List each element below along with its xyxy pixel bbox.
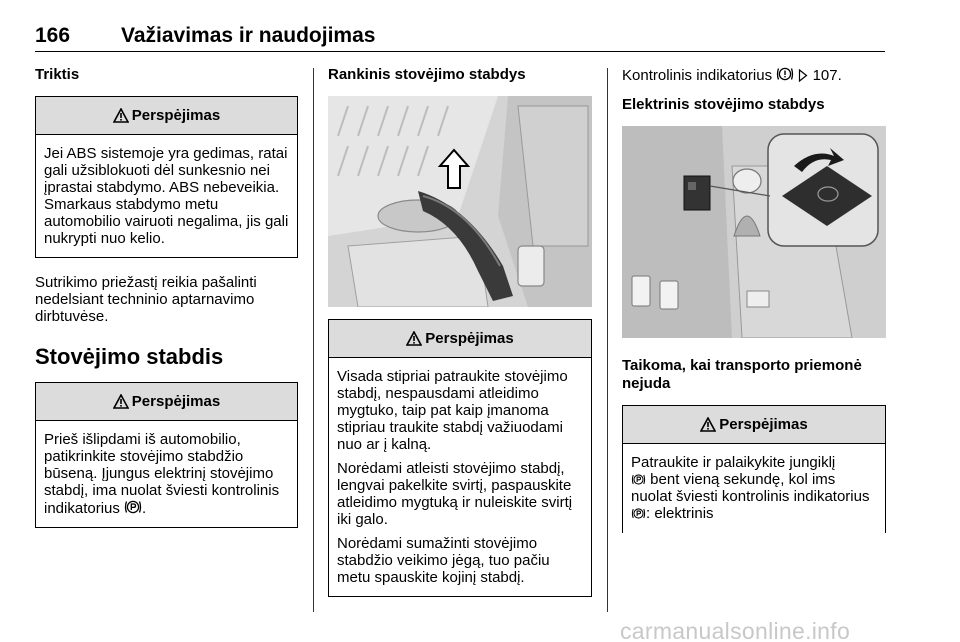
warning-text-end: . xyxy=(142,500,147,517)
page-reference-arrow-icon xyxy=(798,69,808,82)
warning-title: Perspėjimas xyxy=(425,330,514,347)
heading-triktis: Triktis xyxy=(35,66,80,83)
warning-text: Jei ABS sistemoje yra gedimas, ratai gali užsiblokuoti dėl sunkesnio nei įprastai stabdymo. ABS nebeveikia. Smarkaus stabdymo metu automobilio vairuoti negalima, jis gali nukrypti nuo kelio. xyxy=(44,145,289,247)
warning-triangle-icon xyxy=(406,331,422,346)
warning-paragraph-1: Visada stipriai patraukite stovėjimo stabdį, nespausdami atleidimo mygtuko, taip pat kaip įmanoma stipriau traukite stabdį važiuodami nuo ar į kalną. xyxy=(337,368,568,453)
warning-text xyxy=(329,358,591,596)
parking-brake-indicator-icon xyxy=(631,507,646,520)
warning-header xyxy=(623,406,885,444)
page-number: 166 xyxy=(35,24,71,47)
warning-text-line1: Patraukite ir palaikykite jungiklį xyxy=(631,454,836,471)
heading-rankinis: Rankinis stovėjimo stabdys xyxy=(328,66,526,83)
column-divider xyxy=(607,68,608,612)
warning-header xyxy=(329,320,591,358)
warning-title: Perspėjimas xyxy=(131,107,221,124)
brake-warning-indicator-icon xyxy=(776,66,794,82)
warning-triangle-icon xyxy=(700,417,716,432)
column-divider xyxy=(313,68,314,612)
column-2 xyxy=(328,66,592,597)
page-title: Važiavimas ir naudojimas xyxy=(121,24,376,47)
warning-triangle-icon xyxy=(113,108,129,123)
heading-elektrinis: Elektrinis stovėjimo stabdys xyxy=(622,96,825,113)
column-3 xyxy=(622,66,886,533)
warning-box xyxy=(35,96,298,258)
paragraph-sutrikimo: Sutrikimo priežastį reikia pašalinti nedelsiant techninio aptarnavimo dirbtuvėse. xyxy=(35,274,257,325)
column-1 xyxy=(35,66,298,528)
handbrake-illustration xyxy=(328,96,592,307)
page-reference-number: 107. xyxy=(812,67,842,84)
warning-text-line1b: bent vieną sekundę, kol ims nuolat šviesti kontrolinis xyxy=(631,471,836,505)
warning-title: Perspėjimas xyxy=(719,416,808,433)
warning-text xyxy=(623,444,885,532)
watermark: carmanualsonline.info xyxy=(620,618,851,642)
electric-parking-brake-drawing xyxy=(622,126,886,338)
heading-stovejimo-stabdis: Stovėjimo stabdis xyxy=(35,344,224,369)
warning-title: Perspėjimas xyxy=(131,393,221,410)
warning-text-line2: indikatorius xyxy=(793,488,870,505)
warning-text xyxy=(36,421,297,527)
indicator-reference-text: Kontrolinis indikatorius xyxy=(622,67,773,84)
subheading-nejuda: Taikoma, kai transporto priemonė nejuda xyxy=(622,357,862,392)
warning-text-line2b: : elektrinis xyxy=(646,505,714,522)
warning-triangle-icon xyxy=(113,394,129,409)
warning-header xyxy=(36,383,297,421)
warning-box xyxy=(35,382,298,528)
electric-parking-brake-illustration xyxy=(622,126,886,338)
parking-brake-indicator-icon xyxy=(124,499,142,515)
page-header xyxy=(35,24,885,52)
parking-brake-switch-icon xyxy=(631,473,646,486)
warning-box xyxy=(622,405,886,533)
warning-text-main: Prieš išlipdami iš automobilio, patikrinkite stovėjimo stabdžio būseną. Įjungus elektrinį stovėjimo stabdį, ima nuolat šviesti kontrolinis indikatorius xyxy=(44,431,280,517)
indicator-reference xyxy=(622,66,886,84)
warning-paragraph-2: Norėdami atleisti stovėjimo stabdį, lengvai pakelkite svirtį, paspauskite atleidimo mygtuką ir nuleiskite svirtį iki galo. xyxy=(337,460,573,528)
handbrake-drawing xyxy=(328,96,592,307)
warning-paragraph-3: Norėdami sumažinti stovėjimo stabdžio veikimo jėgą, tuo pačiu metu spauskite kojinį stabdį. xyxy=(337,535,550,586)
warning-box xyxy=(328,319,592,597)
warning-header xyxy=(36,97,297,135)
